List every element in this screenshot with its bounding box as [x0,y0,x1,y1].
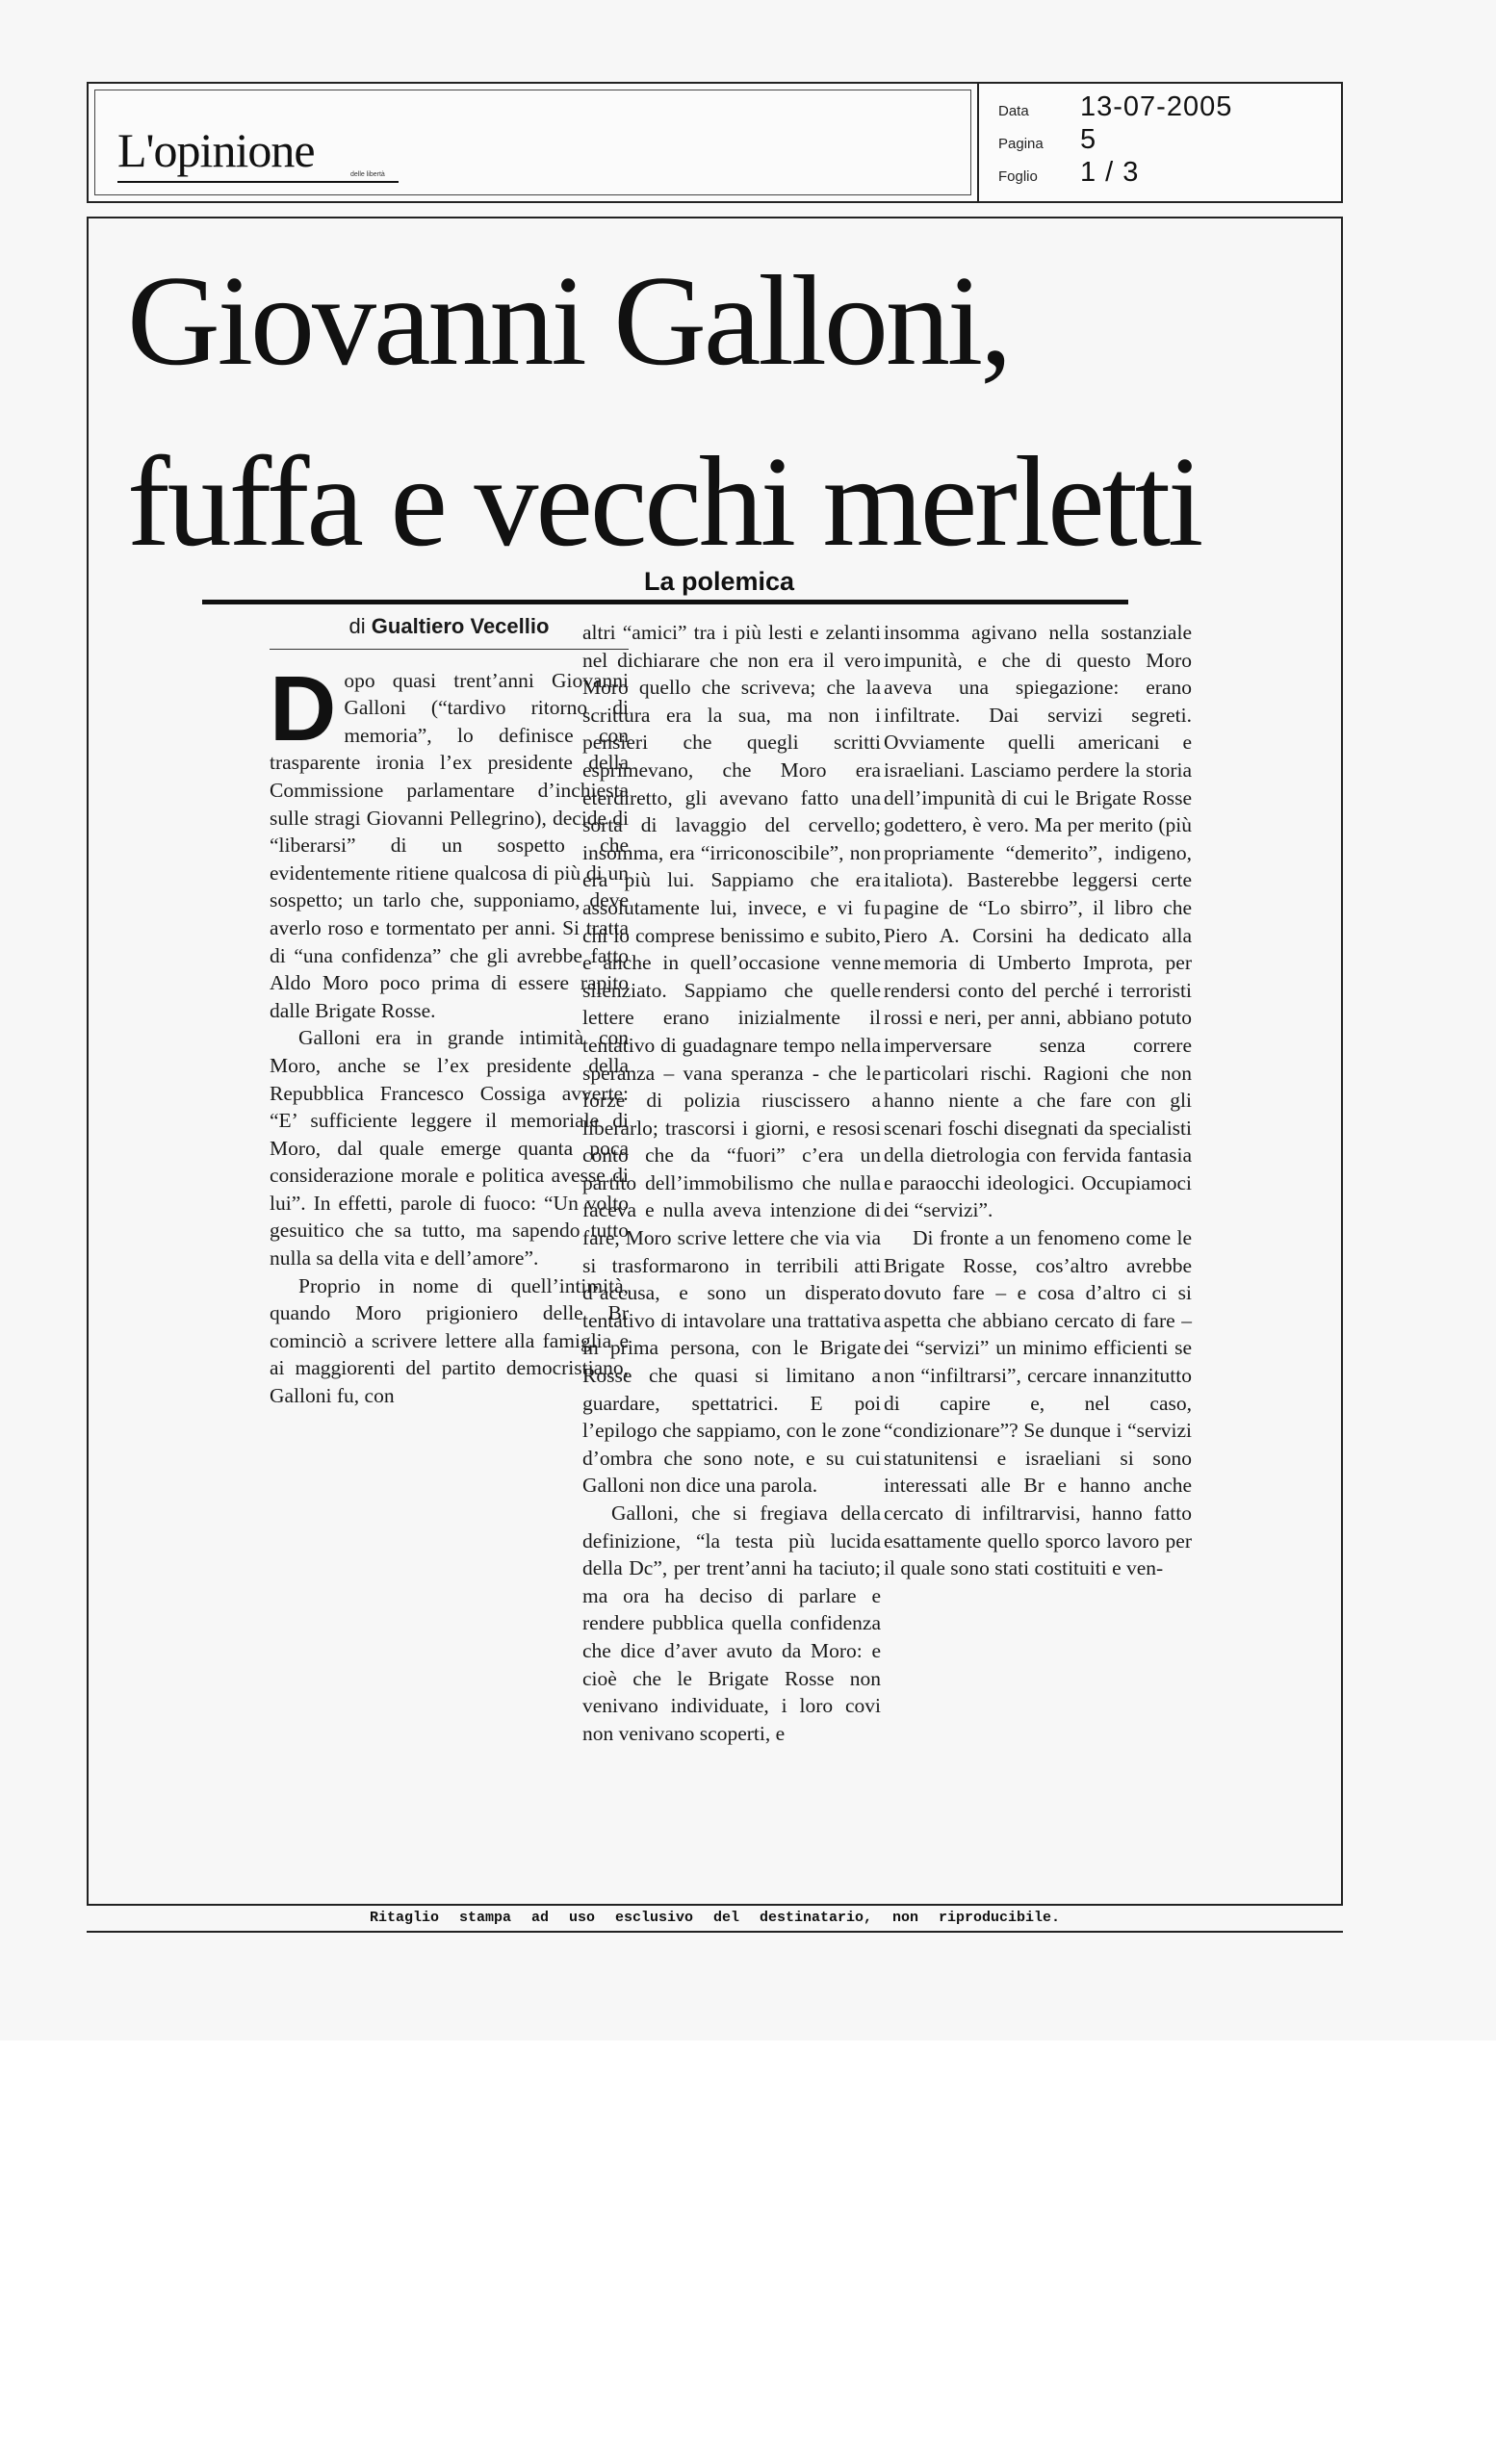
byline-prefix: di [348,614,366,638]
copyright-notice: Ritaglio stampa ad uso esclusivo del destinatario, non riproducibile. [369,1910,1061,1926]
sheet-value: 1 / 3 [1080,157,1140,188]
page-row [998,124,1326,157]
paragraph: Proprio in nome di quell’intimità, quando Moro prigioniero delle Br cominciò a scrivere lettere alla famiglia e ai maggiorenti del partito democristiano, Galloni fu, con [270,1273,629,1408]
article-frame [87,217,1343,1906]
section-kicker: La polemica [643,567,795,596]
kicker-rule [202,600,1128,604]
date-label: Data [998,103,1029,119]
paragraph: Galloni era in grande intimità con Moro, anche se l’ex presidente della Repubblica Francesco Cossiga avverte: “E’ sufficiente leggere il memoriale di Moro, dal quale emerge quanta poca considerazione morale e politica avesse di lui”. In effetti, parole di fuoco: “Un volto gesuitico che sa tutto, ma sapendo tutto nulla sa della vita e dell’amore”. [270,1026,629,1270]
clipping-header [87,82,1343,203]
clipping-metadata [998,91,1326,190]
page-label: Pagina [998,136,1044,152]
article-headline [127,230,1282,592]
publication-subtitle: delle libertà [350,171,385,178]
headline-line-1: Giovanni Galloni, [127,249,1010,392]
date-value: 13-07-2005 [1080,91,1233,122]
publication-masthead: L'opinione [117,123,315,177]
paragraph: Galloni, che si fregiava della definizione, “la testa più lucida della Dc”, per trent’anni ha taciuto; ma ora ha deciso di parlare e rendere pubblica quella confidenza che dice d’aver avuto da Moro: e cioè che le Brigate Rosse non venivano individuate, i loro covi non venivano scoperti, e [582,1502,881,1745]
byline-author: Gualtiero Vecellio [371,614,550,638]
drop-cap: D [270,656,337,760]
sheet-label: Foglio [998,168,1038,185]
column-3 [884,619,1192,1582]
column-1 [270,613,629,1410]
column-2 [582,619,881,1747]
paragraph: Dopo quasi trent’anni Giovanni Galloni (“tardivo ritorno di memoria”, lo definisce con trasparente ironia l’ex presidente della Commissione parlamentare d’inchiesta sulle stragi Giovanni Pellegrino), decide di “liberarsi” di un sospetto che evidentemente ritiene qualcosa di più di un sospetto; un tarlo che, supponiamo, deve averlo roso e tormentato per anni. Si tratta di “una confidenza” che gli avrebbe fatto Aldo Moro poco prima di essere rapito dalle Brigate Rosse. [270,656,629,1022]
paragraph: Di fronte a un fenomeno come le Brigate Rosse, cos’altro avrebbe dovuto fare – e cosa d’altro ci si aspetta che abbiano cercato di fare – dei “servizi” un minimo efficienti se non “infiltrarsi”, cercare innanzitutto di capire e, nel caso, “condizionare”? Se dunque i “servizi statunitensi e israeliani si sono interessati alle Br e hanno anche cercato di infiltrarvisi, hanno fatto esattamente quello sporco lavoro per il quale sono stati costituiti e ven- [884,1226,1192,1580]
page-value: 5 [1080,124,1097,155]
date-row [998,91,1326,124]
masthead-underline [117,181,399,183]
headline-line-2: fuffa e vecchi merletti [127,430,1201,573]
paragraph: insomma agivano nella sostanziale impunità, e che di questo Moro aveva una spiegazione: erano infiltrate. Dai servizi segreti. Ovviamente quelli americani e israeliani. Lasciamo perdere la storia dell’impunità di cui le Brigate Rosse godettero, è vero. Ma per merito (più propriamente “demerito”, indigeno, italiota). Basterebbe leggersi certe pagine de “Lo sbirro”, il libro che Piero A. Corsini ha dedicato alla memoria di Umberto Improta, per rendersi conto del perché i terroristi rossi e neri, per anni, abbiano potuto imperversare senza correre particolari rischi. Ragioni che non hanno niente a che fare con gli scenari foschi disegnati da specialisti della dietrologia con fervida fantasia e paraocchi ideologici. Occupiamoci dei “servizi”. [884,621,1192,1222]
footer-rule-bottom [87,1931,1343,1933]
byline [270,613,629,650]
sheet-row [998,157,1326,190]
masthead-box [89,84,979,201]
paragraph: altri “amici” tra i più lesti e zelanti nel dichiarare che non era il vero Moro quello che scriveva; che la scrittura era la sua, ma non i pensieri che quegli scritti esprimevano, che Moro era eterdiretto, gli avevano fatto una sorta di lavaggio del cervello; insomma, era “irriconoscibile”, non era più lui. Sappiamo che era assolutamente lui, invece, e vi fu chi lo comprese benissimo e subito, e anche in quell’occasione venne silenziato. Sappiamo che quelle lettere erano inizialmente il tentativo di guadagnare tempo nella speranza – vana speranza - che le forze di polizia riuscissero a liberarlo; trascorsi i giorni, e resosi conto che da “fuori” c’era un partito dell’immobilismo che nulla faceva e nulla aveva intenzione di fare, Moro scrive lettere che via via si trasformarono in terribili atti d’accusa, e sono un disperato tentativo di intavolare una trattativa in prima persona, con le Brigate Rosse che quasi si limitano a guardare, spettatrici. E poi l’epilogo che sappiamo, con le zone d’ombra che sono note, e su cui Galloni non dice una parola. [582,621,881,1498]
